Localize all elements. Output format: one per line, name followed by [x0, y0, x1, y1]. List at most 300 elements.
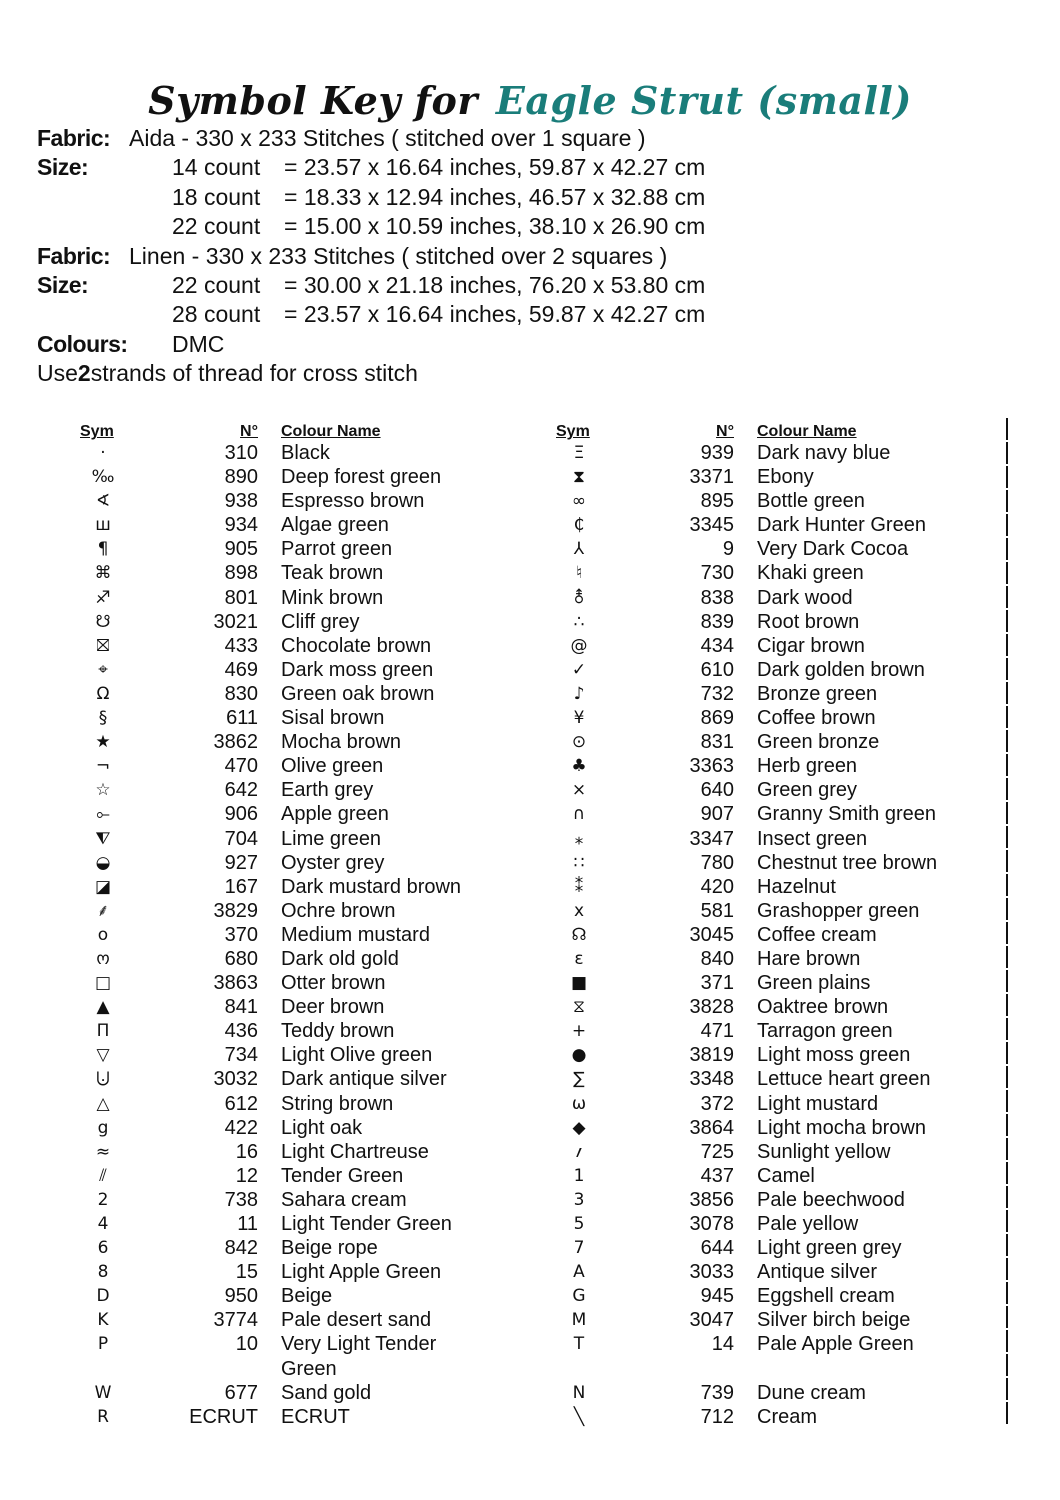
- table-row: [556, 1212, 937, 1236]
- dmc-number: 680: [224, 947, 258, 970]
- colour-name: Herb green: [757, 755, 858, 778]
- colour-name: Parrot green: [281, 538, 393, 561]
- symbol-icon: ⅄: [573, 539, 585, 560]
- table-row: [80, 1116, 461, 1140]
- dmc-number: 14: [711, 1333, 734, 1356]
- dmc-number: 830: [224, 682, 258, 705]
- table-row: [556, 947, 937, 971]
- dmc-number: 9: [722, 538, 734, 561]
- dmc-number: 11: [237, 1213, 258, 1235]
- symbol-icon: ⧗: [573, 467, 585, 488]
- dmc-number: 420: [700, 875, 734, 898]
- dmc-number: 433: [224, 634, 258, 657]
- dmc-number: 738: [224, 1188, 258, 1211]
- table-row: [80, 465, 461, 489]
- colour-name: Cliff grey: [281, 610, 360, 633]
- table-row: [556, 1092, 937, 1116]
- colour-name: ECRUT: [281, 1405, 350, 1428]
- colour-name: Lettuce heart green: [757, 1068, 931, 1091]
- table-row: [80, 682, 461, 706]
- dmc-number: 839: [700, 610, 734, 633]
- table-row: [556, 1019, 937, 1043]
- table-row: [556, 923, 937, 947]
- dmc-number: 610: [700, 658, 734, 681]
- size-count: 28 count: [172, 301, 261, 328]
- symbol-icon: ¬: [95, 756, 111, 777]
- symbol-icon: K: [97, 1310, 109, 1331]
- table-row: [556, 634, 937, 658]
- table-row: [556, 610, 937, 634]
- table-row: [556, 1140, 937, 1164]
- size-value: = 30.00 x 21.18 inches, 76.20 x 53.80 cm: [284, 271, 706, 298]
- dmc-number: 3045: [689, 923, 734, 946]
- dmc-number: 801: [224, 586, 258, 609]
- dmc-number: 712: [700, 1405, 734, 1428]
- colour-name: Dark golden brown: [757, 658, 925, 681]
- symbol-icon: Ω: [96, 683, 110, 704]
- table-row: [556, 561, 937, 585]
- symbol-icon: g: [97, 1117, 109, 1138]
- table-row: [80, 1308, 461, 1332]
- symbol-icon: ؍: [574, 1141, 584, 1162]
- symbol-icon: ε: [574, 948, 584, 969]
- colour-name: Dark wood: [757, 586, 853, 609]
- dmc-number: 3828: [689, 996, 734, 1019]
- colour-name: Green oak brown: [281, 682, 435, 705]
- symbol-icon: ☊: [571, 924, 587, 945]
- dmc-number: 3864: [689, 1116, 734, 1139]
- dmc-number: 422: [224, 1116, 258, 1139]
- symbol-icon: ◪: [94, 876, 112, 897]
- symbol-icon: G: [572, 1286, 586, 1307]
- colour-name: Dark navy blue: [757, 442, 891, 464]
- table-row: [80, 537, 461, 561]
- colour-name: String brown: [281, 1092, 394, 1115]
- size-value: = 15.00 x 10.59 inches, 38.10 x 26.90 cm: [284, 213, 706, 240]
- colour-name: Bronze green: [757, 682, 878, 705]
- colour-name: Granny Smith green: [757, 803, 936, 826]
- dmc-number: 3347: [689, 827, 734, 850]
- symbol-icon: ♣: [571, 756, 587, 777]
- dmc-number: 642: [224, 779, 258, 802]
- table-row: [80, 754, 461, 778]
- dmc-number: 677: [224, 1381, 258, 1404]
- dmc-number: 3047: [689, 1309, 734, 1332]
- colour-name: Algae green: [281, 514, 389, 537]
- colour-name: Apple green: [281, 803, 389, 826]
- symbol-icon: P: [97, 1334, 109, 1355]
- dmc-number: 906: [224, 803, 258, 826]
- symbol-icon: ∢: [95, 491, 111, 512]
- dmc-number: 938: [224, 490, 258, 513]
- table-row: [80, 1140, 461, 1164]
- dmc-number: 3032: [213, 1068, 258, 1091]
- colour-name: Hazelnut: [757, 875, 836, 898]
- colour-name: Root brown: [757, 610, 860, 633]
- symbol-icon: ⁑: [574, 876, 584, 897]
- symbol-icon: ≈: [95, 1141, 111, 1162]
- dmc-number: 3033: [689, 1261, 734, 1284]
- table-row: [80, 441, 461, 465]
- colour-name: Oaktree brown: [757, 996, 889, 1019]
- symbol-icon: ⧨: [95, 828, 111, 849]
- symbol-icon: ₵: [573, 515, 585, 536]
- symbol-icon: ∴: [573, 611, 585, 632]
- colour-name: Light Apple Green: [281, 1261, 442, 1284]
- dmc-number: 16: [235, 1140, 258, 1163]
- symbol-icon: o: [97, 924, 109, 945]
- symbol-icon: ♐: [95, 587, 111, 608]
- table-row: [80, 1284, 461, 1308]
- symbol-icon: 3: [573, 1189, 585, 1210]
- size-row: [37, 183, 705, 212]
- header-name: Colour Name: [757, 423, 857, 440]
- dmc-number: 3862: [213, 731, 258, 754]
- dmc-number: 3078: [689, 1213, 734, 1235]
- size-value: = 23.57 x 16.64 inches, 59.87 x 42.27 cm: [284, 301, 706, 328]
- dmc-number: 842: [224, 1237, 258, 1260]
- symbol-icon: M: [571, 1310, 587, 1331]
- colour-name: Coffee brown: [757, 707, 876, 730]
- colour-name: Tarragon green: [757, 1020, 893, 1043]
- size-count: 18 count: [172, 183, 261, 210]
- dmc-number: 372: [700, 1092, 734, 1115]
- table-row: [556, 875, 937, 899]
- dmc-number: 581: [700, 899, 734, 922]
- dmc-number: 3863: [213, 972, 258, 995]
- dmc-number: 370: [224, 923, 258, 946]
- colour-name: Espresso brown: [281, 490, 425, 513]
- table-row: [80, 1381, 461, 1405]
- table-header: [556, 419, 937, 441]
- dmc-number: 838: [700, 586, 734, 609]
- symbol-icon: §: [98, 708, 108, 729]
- table-row: [80, 1188, 461, 1212]
- dmc-number: 739: [700, 1381, 734, 1404]
- symbol-icon: ■: [570, 973, 588, 994]
- table-row: [80, 561, 461, 585]
- table-row: [80, 634, 461, 658]
- symbol-icon: ⌖: [98, 659, 108, 680]
- symbol-icon: ¥: [573, 708, 585, 729]
- symbol-icon: ⌘: [94, 563, 112, 584]
- dmc-number: 3363: [689, 755, 734, 778]
- colour-name: Chestnut tree brown: [757, 851, 938, 874]
- symbol-icon: T: [573, 1334, 585, 1355]
- colour-name: Light Olive green: [281, 1044, 433, 1067]
- dmc-number: 934: [224, 514, 258, 537]
- dmc-number: 725: [700, 1140, 734, 1163]
- colour-name: Tender Green: [281, 1164, 404, 1187]
- table-row: [80, 875, 461, 899]
- dmc-number: 470: [224, 755, 258, 778]
- colour-name: Teak brown: [281, 562, 384, 585]
- colour-name: Silver birch beige: [757, 1309, 911, 1332]
- table-row: [80, 1092, 461, 1116]
- dmc-number: 611: [226, 707, 258, 730]
- fabric-label: Fabric:: [37, 125, 111, 151]
- page-title: [0, 78, 1060, 123]
- colour-name: Camel: [757, 1164, 815, 1187]
- dmc-number: 3348: [689, 1068, 734, 1091]
- table-row: [80, 802, 461, 826]
- symbol-icon: ☋: [95, 611, 111, 632]
- table-row: [80, 586, 461, 610]
- colours-label: Colours:: [37, 330, 128, 357]
- table-row: [80, 1260, 461, 1284]
- header-num: N°: [240, 423, 258, 440]
- colour-name: Pale yellow: [757, 1213, 859, 1235]
- dmc-number: 15: [235, 1261, 258, 1284]
- symbol-icon: ო: [96, 948, 110, 969]
- table-row: [556, 1067, 937, 1091]
- dmc-number: 469: [224, 658, 258, 681]
- title-prefix: Symbol Key for: [148, 78, 478, 123]
- dmc-number: 3371: [689, 466, 734, 489]
- symbol-icon: ∩: [572, 804, 586, 825]
- symbol-icon: ⚨: [571, 587, 587, 608]
- table-row: [80, 706, 461, 730]
- colour-name: Teddy brown: [281, 1020, 395, 1043]
- symbol-icon: +: [571, 1021, 587, 1042]
- size-label: Size:: [37, 271, 89, 298]
- dmc-number: 734: [224, 1044, 258, 1067]
- colour-name: Earth grey: [281, 779, 374, 802]
- dmc-number: 841: [224, 996, 258, 1019]
- symbol-icon: ∑: [573, 1069, 585, 1090]
- right-border-line: [1006, 418, 1008, 1424]
- dmc-number: 840: [700, 947, 734, 970]
- colour-name: Green grey: [757, 779, 858, 802]
- dmc-number: 3819: [689, 1044, 734, 1067]
- colour-name: Light green grey: [757, 1237, 902, 1260]
- colour-name: Light Chartreuse: [281, 1140, 429, 1163]
- colour-name: Oyster grey: [281, 851, 385, 874]
- colour-name: Sisal brown: [281, 707, 385, 730]
- table-row: [80, 730, 461, 754]
- dmc-number: 3829: [213, 899, 258, 922]
- symbol-icon: 8: [97, 1262, 109, 1283]
- colour-name: Dark antique silver: [281, 1068, 447, 1091]
- table-row: [80, 489, 461, 513]
- colour-name: Sunlight yellow: [757, 1140, 891, 1163]
- table-header: [80, 419, 461, 441]
- colour-name: Light moss green: [757, 1044, 911, 1067]
- table-row: [556, 1260, 937, 1284]
- table-row: [556, 1236, 937, 1260]
- table-row: [80, 778, 461, 802]
- table-row: [80, 513, 461, 537]
- symbol-icon: ⨃: [96, 1069, 110, 1090]
- symbol-icon: ⨯: [571, 780, 587, 801]
- colour-name: Beige: [281, 1285, 333, 1308]
- table-row: [80, 923, 461, 947]
- symbol-icon: ω: [571, 1093, 587, 1114]
- table-row: [556, 465, 937, 489]
- dmc-number: 730: [700, 562, 734, 585]
- dmc-number: 471: [700, 1020, 734, 1043]
- table-row: [556, 1308, 937, 1332]
- table-rows: [80, 441, 461, 1429]
- dmc-number: 831: [700, 731, 734, 754]
- symbol-icon: ♮: [575, 563, 583, 584]
- dmc-number: 612: [224, 1092, 258, 1115]
- table-row: [556, 995, 937, 1019]
- table-row: [556, 682, 937, 706]
- dmc-number: 945: [700, 1285, 734, 1308]
- table-row: [80, 1332, 461, 1380]
- symbol-icon: 1: [573, 1165, 585, 1186]
- fabric-linen-row: [37, 242, 705, 271]
- table-row: [556, 1164, 937, 1188]
- strand-count: 2: [77, 360, 91, 387]
- size-count: 22 count: [172, 271, 261, 298]
- colour-name: Pale desert sand: [281, 1309, 432, 1332]
- colour-name: Pale beechwood: [757, 1188, 905, 1211]
- dmc-number: 950: [224, 1285, 258, 1308]
- table-row: [556, 851, 937, 875]
- symbol-icon: ⸙: [96, 900, 110, 921]
- colour-name: Hare brown: [757, 947, 861, 970]
- fabric-aida-row: [37, 124, 705, 153]
- symbol-icon: D: [96, 1286, 110, 1307]
- colour-name: Very Dark Cocoa: [757, 538, 909, 561]
- pattern-name: Eagle Strut (small): [495, 78, 912, 123]
- dmc-number: 3021: [213, 610, 258, 633]
- colour-name: Light mustard: [757, 1092, 879, 1115]
- colour-name: Insect green: [757, 827, 868, 850]
- size-row: [37, 300, 705, 329]
- symbol-icon: ⁎: [574, 828, 584, 849]
- colour-name: Bottle green: [757, 490, 865, 513]
- symbol-icon: R: [97, 1406, 109, 1427]
- size-row: [37, 271, 705, 300]
- table-row: [556, 754, 937, 778]
- symbol-icon: Ξ: [573, 443, 585, 463]
- symbol-icon: x: [573, 900, 585, 921]
- colour-name: Dark old gold: [281, 947, 399, 970]
- dmc-number: 644: [700, 1237, 734, 1260]
- dmc-number: 640: [700, 779, 734, 802]
- colour-name: Khaki green: [757, 562, 864, 585]
- dmc-number: 732: [700, 682, 734, 705]
- dmc-number: 704: [224, 827, 258, 850]
- colour-name: Mink brown: [281, 586, 384, 609]
- symbol-icon: ¶: [97, 539, 109, 560]
- dmc-number: 3774: [213, 1309, 258, 1332]
- table-row: [556, 1188, 937, 1212]
- dmc-number: 905: [224, 538, 258, 561]
- size-row: [37, 212, 705, 241]
- symbol-icon: ✓: [571, 659, 587, 680]
- symbol-icon: ∷: [573, 852, 585, 873]
- symbol-icon: ♪: [573, 683, 585, 704]
- dmc-number: 310: [224, 442, 258, 464]
- symbol-icon: @: [570, 635, 588, 656]
- dmc-number: 895: [700, 490, 734, 513]
- symbol-icon: △: [96, 1093, 110, 1114]
- table-row: [80, 1043, 461, 1067]
- symbol-icon: ∞: [571, 491, 587, 512]
- fabric-info: [37, 124, 705, 389]
- fabric-value: Linen - 330 x 233 Stitches ( stitched over 2 squares ): [129, 242, 668, 269]
- dmc-number: 898: [224, 562, 258, 585]
- dmc-number: 927: [224, 851, 258, 874]
- symbol-icon: ‰: [91, 467, 115, 488]
- symbol-icon: W: [94, 1382, 112, 1403]
- table-row: [556, 1116, 937, 1140]
- symbol-icon: ▲: [96, 997, 110, 1018]
- symbol-icon: ╲: [573, 1406, 585, 1427]
- colour-name: Grashopper green: [757, 899, 920, 922]
- colour-name: Pale Apple Green: [757, 1333, 914, 1356]
- dmc-number: 780: [700, 851, 734, 874]
- table-row: [556, 1043, 937, 1067]
- header-name: Colour Name: [281, 423, 381, 440]
- table-row: [556, 899, 937, 923]
- dmc-number: 437: [700, 1164, 734, 1187]
- table-row: [556, 586, 937, 610]
- symbol-icon: 5: [573, 1214, 585, 1234]
- table-row: [556, 537, 937, 561]
- colour-name: Otter brown: [281, 972, 386, 995]
- colour-name: Sahara cream: [281, 1188, 407, 1211]
- colour-name: Dark mustard brown: [281, 875, 462, 898]
- symbol-icon: N: [572, 1382, 586, 1403]
- fabric-label: Fabric:: [37, 242, 111, 269]
- symbol-table-right: [556, 419, 937, 1429]
- colour-name: Dark moss green: [281, 658, 434, 681]
- header-num: N°: [716, 423, 734, 440]
- symbol-icon: 6: [97, 1238, 109, 1259]
- symbol-icon: ⛝: [96, 635, 110, 656]
- size-label: Size:: [37, 154, 89, 181]
- symbol-icon: ◆: [572, 1117, 586, 1138]
- table-row: [556, 706, 937, 730]
- table-row: [80, 1067, 461, 1091]
- dmc-number: 12: [235, 1164, 258, 1187]
- colour-name: Coffee cream: [757, 923, 877, 946]
- dmc-number: 167: [224, 875, 258, 898]
- table-row: [556, 489, 937, 513]
- strands-note: Use 2 strands of thread for cross stitch: [37, 359, 705, 388]
- symbol-icon: ⫽: [99, 1165, 107, 1186]
- header-sym: Sym: [80, 423, 114, 440]
- table-row: [80, 610, 461, 634]
- table-row: [80, 1019, 461, 1043]
- symbol-icon: □: [94, 973, 112, 994]
- table-row: [556, 513, 937, 537]
- table-row: [556, 441, 937, 465]
- dmc-number: 869: [700, 707, 734, 730]
- symbol-icon: ⟜: [96, 804, 110, 825]
- colour-name: Very Light Tender Green: [281, 1333, 437, 1380]
- symbol-icon: ☆: [95, 780, 111, 801]
- table-row: [556, 1381, 937, 1405]
- dmc-number: ECRUT: [189, 1405, 258, 1428]
- symbol-icon: ▽: [96, 1045, 110, 1066]
- table-row: [556, 778, 937, 802]
- table-row: [556, 1405, 937, 1429]
- dmc-number: 434: [700, 634, 734, 657]
- colour-name: Dune cream: [757, 1381, 866, 1404]
- size-row: [37, 153, 705, 182]
- dmc-number: 939: [700, 442, 734, 464]
- colour-name: Cream: [757, 1405, 818, 1428]
- colour-name: Chocolate brown: [281, 634, 432, 657]
- colour-name: Lime green: [281, 827, 382, 850]
- colour-name: Ochre brown: [281, 899, 396, 922]
